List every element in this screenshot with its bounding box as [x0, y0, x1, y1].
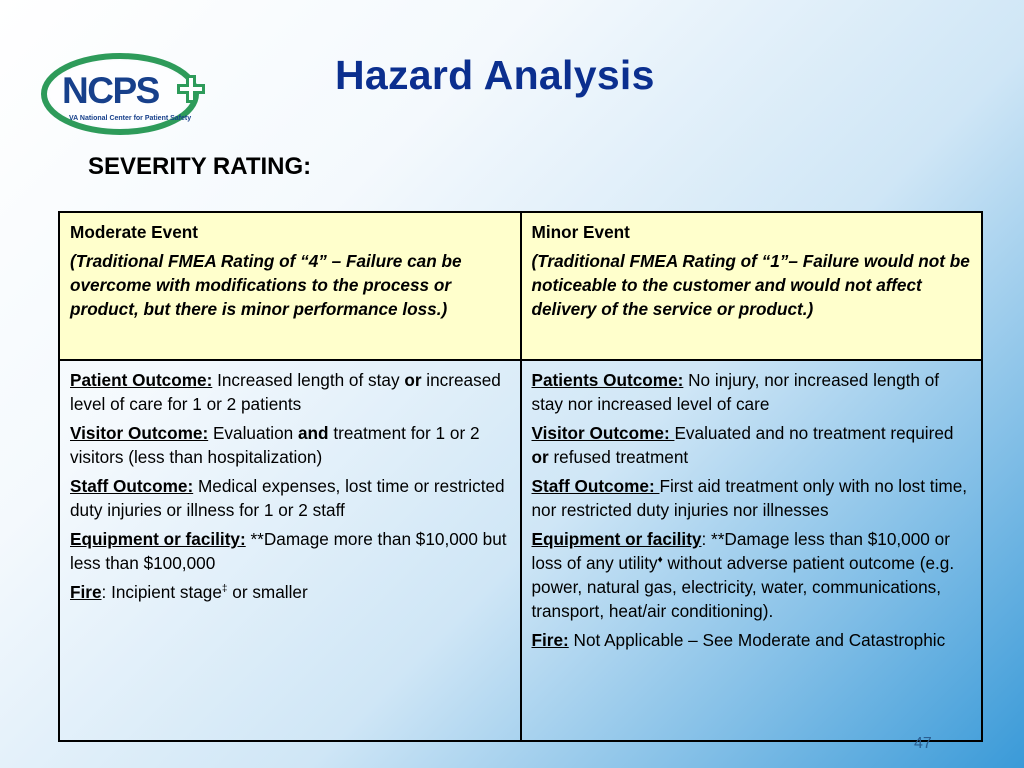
moderate-header-desc: (Traditional FMEA Rating of “4” – Failure can be overcome with modifications to the process or product, but there is minor performance loss.): [70, 251, 462, 319]
moderate-equipment-text: **Damage more than $10,000 but less than $100,000: [70, 529, 507, 573]
moderate-fire-outcome: [70, 580, 511, 604]
minor-header-title: Minor Event: [531, 222, 630, 242]
logo-subtext: VA National Center for Patient Safety: [69, 115, 192, 122]
moderate-patient-label: Patient Outcome:: [70, 370, 213, 390]
minor-fire-text: Not Applicable – See Moderate and Catastrophic: [568, 630, 946, 650]
moderate-patient-text-1: Increased length of stay: [212, 370, 405, 390]
minor-visitor-text-1: Evaluated and no treatment required: [674, 423, 954, 443]
minor-staff-text: First aid treatment only with no lost time, nor restricted duty injuries nor illnesses: [531, 476, 968, 520]
moderate-header-title: Moderate Event: [70, 222, 198, 242]
moderate-visitor-text-2: treatment for 1 or 2 visitors (less than hospitalization): [70, 423, 480, 467]
table-header-row: [59, 212, 982, 360]
page-number: 47: [914, 735, 932, 752]
minor-staff-label: Staff Outcome:: [531, 476, 660, 496]
minor-visitor-label: Visitor Outcome:: [531, 423, 675, 443]
moderate-equipment-outcome: [70, 527, 511, 575]
minor-equipment-text-2: without adverse patient outcome (e.g. power, natural gas, electricity, water, communications, transport, heat/air conditioning).: [531, 553, 955, 621]
minor-header-cell: [521, 212, 983, 360]
moderate-fire-label: Fire: [70, 582, 102, 602]
moderate-staff-outcome: [70, 474, 511, 522]
moderate-visitor-text-1: Evaluation: [208, 423, 298, 443]
moderate-patient-text-2: increased level of care for 1 or 2 patients: [70, 370, 501, 414]
moderate-visitor-outcome: [70, 421, 511, 469]
minor-patient-text: No injury, nor increased length of stay nor increased level of care: [531, 370, 940, 414]
minor-header-desc: (Traditional FMEA Rating of “1”– Failure would not be noticeable to the customer and would not affect delivery of the service or product.): [531, 251, 970, 319]
logo-text: NCPS: [62, 70, 159, 111]
ncps-logo: [40, 50, 215, 142]
minor-details-cell: [521, 360, 983, 741]
minor-patient-outcome: [532, 368, 973, 416]
moderate-fire-text-2: or smaller: [227, 582, 308, 602]
minor-visitor-emph: or: [531, 447, 549, 467]
moderate-patient-emph: or: [404, 370, 422, 390]
minor-equipment-outcome: [532, 527, 973, 623]
double-dagger-mark: ‡: [221, 583, 228, 595]
minor-fire-outcome: [532, 628, 973, 652]
moderate-equipment-label: Equipment or facility:: [70, 529, 246, 549]
minor-visitor-outcome: [532, 421, 973, 469]
moderate-staff-text: Medical expenses, lost time or restricted duty injuries or illness for 1 or 2 staff: [70, 476, 505, 520]
minor-equipment-text-1: : **Damage less than $10,000 or loss of any utility: [531, 529, 950, 573]
slide-title: Hazard Analysis: [335, 52, 655, 98]
minor-staff-outcome: [532, 474, 973, 522]
diamond-mark: ♦: [657, 554, 663, 566]
moderate-header-cell: [59, 212, 521, 360]
moderate-visitor-label: Visitor Outcome:: [70, 423, 209, 443]
moderate-staff-label: Staff Outcome:: [70, 476, 194, 496]
severity-table: [58, 211, 983, 742]
minor-fire-label: Fire:: [531, 630, 569, 650]
moderate-fire-text-1: : Incipient stage: [101, 582, 222, 602]
moderate-visitor-emph: and: [298, 423, 329, 443]
section-heading: SEVERITY RATING:: [88, 153, 312, 180]
minor-patient-label: Patients Outcome:: [531, 370, 684, 390]
minor-equipment-label: Equipment or facility: [531, 529, 702, 549]
minor-visitor-text-2: refused treatment: [548, 447, 689, 467]
table-body-row: [59, 360, 982, 741]
moderate-details-cell: [59, 360, 521, 741]
moderate-patient-outcome: [70, 368, 511, 416]
